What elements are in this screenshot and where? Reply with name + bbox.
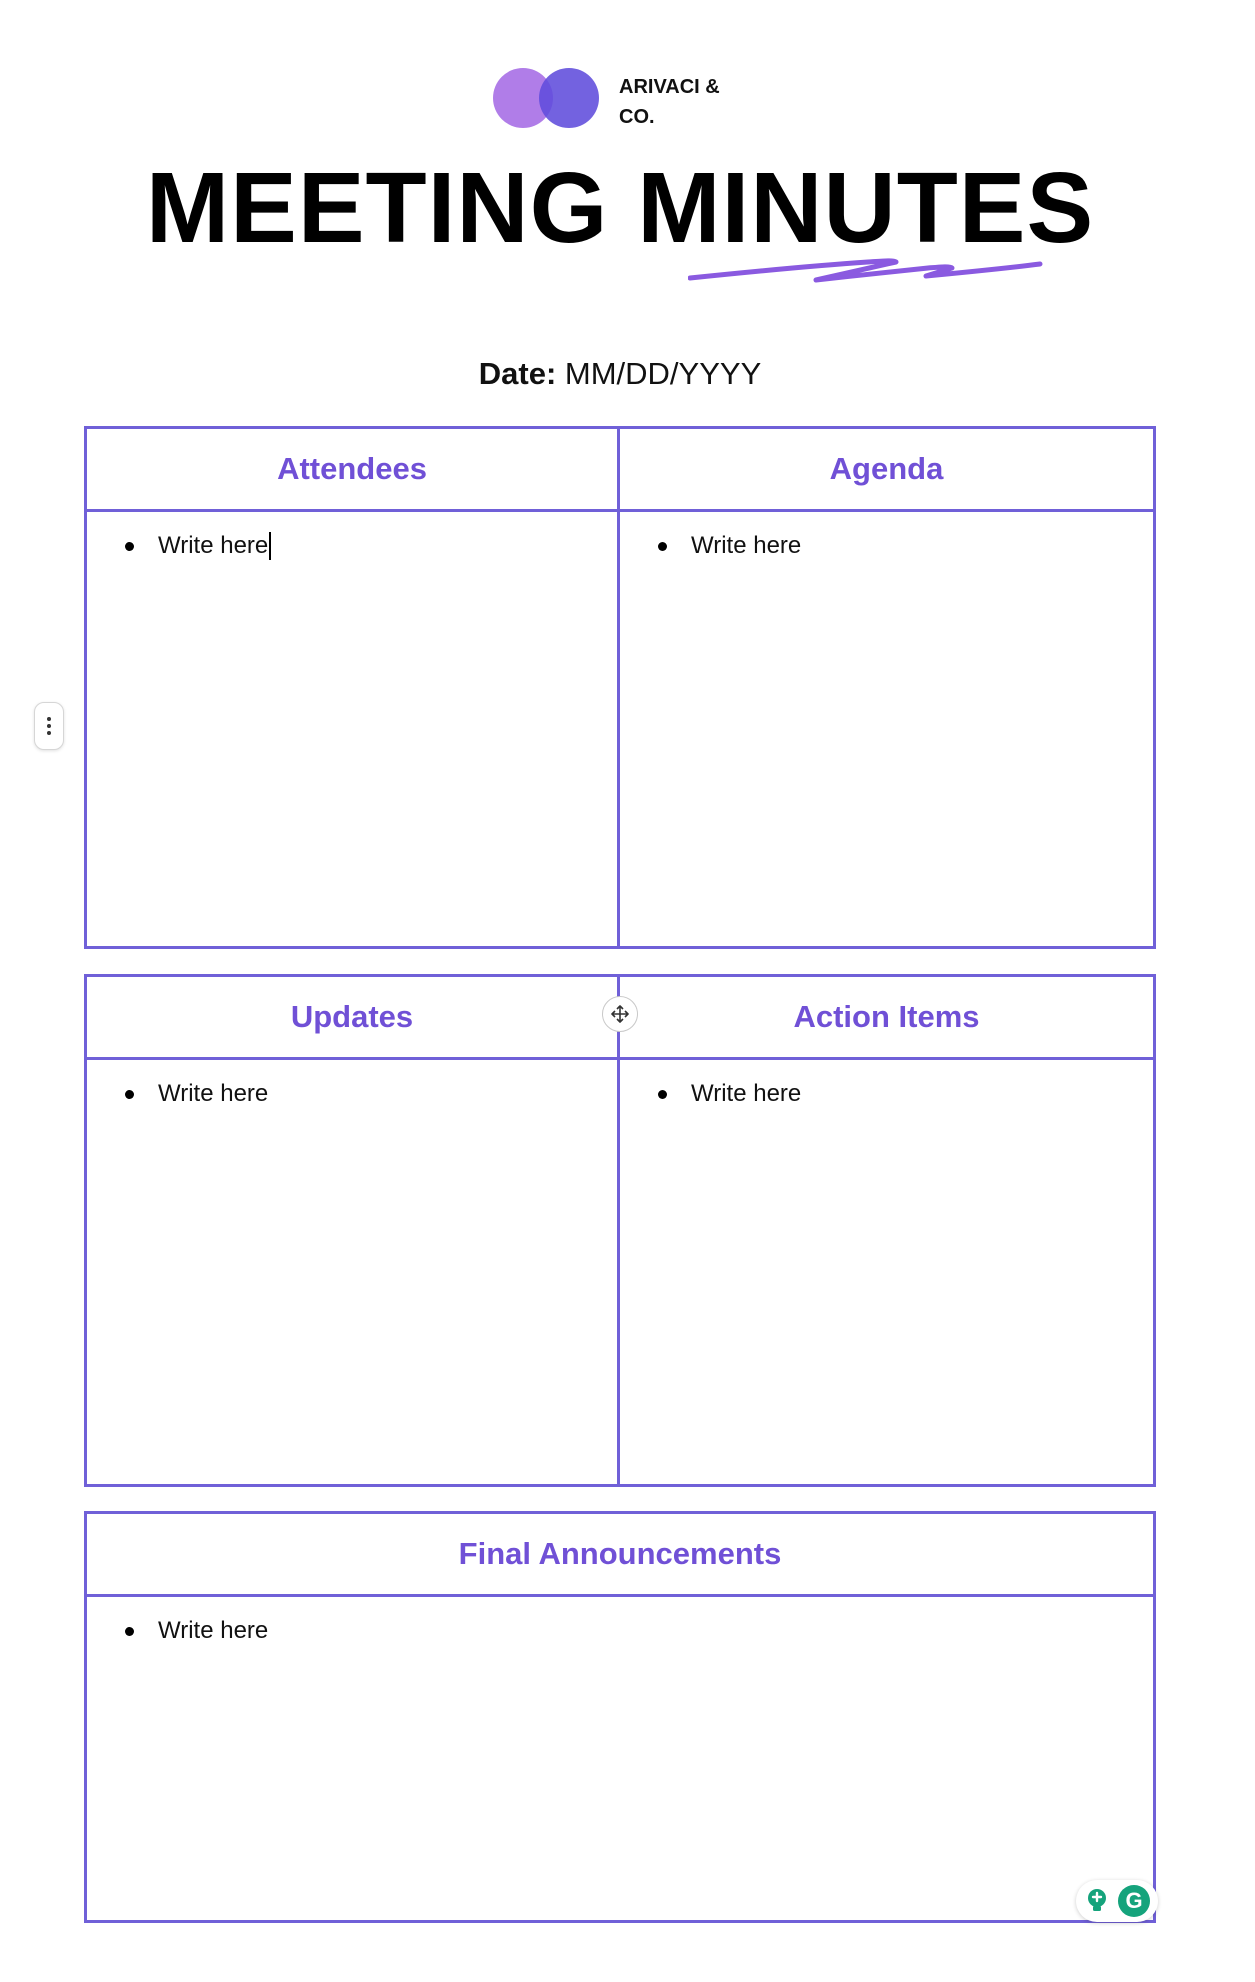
list-item[interactable] [125,1617,1153,1645]
meeting-date[interactable] [0,356,1240,392]
list-item[interactable] [658,532,1153,560]
grammarly-widget[interactable] [1076,1880,1158,1922]
action-items-item-text: Write here [691,1080,802,1107]
action-items-heading[interactable]: Action Items [620,977,1153,1060]
vertical-dots-icon [46,716,52,736]
final-announcements-item-text: Write here [158,1617,269,1644]
final-announcements-cell[interactable] [87,1597,1153,1920]
list-item[interactable] [658,1080,1153,1108]
text-cursor [269,532,271,560]
updates-item-text: Write here [158,1080,269,1107]
grammarly-g-icon[interactable]: G [1118,1885,1150,1917]
attendees-cell[interactable] [87,512,620,946]
bullet-dot [658,542,667,551]
title-word-1: MEETING [145,152,609,264]
bullet-dot [125,1090,134,1099]
brand-logo [493,68,603,130]
agenda-cell[interactable] [620,512,1153,946]
date-label: Date: [478,356,557,391]
brand-name-line1: ARIVACI & [619,76,720,98]
brand-name [619,72,749,132]
attendees-heading[interactable]: Attendees [87,429,620,512]
updates-heading[interactable]: Updates [87,977,620,1060]
attendees-item-text: Write here [158,532,269,559]
table-attendees-agenda[interactable] [84,426,1156,949]
table-move-handle[interactable] [602,996,638,1032]
action-items-cell[interactable] [620,1060,1153,1484]
table-final-announcements[interactable] [84,1511,1156,1923]
logo-circle-right [539,68,599,128]
list-item[interactable] [125,1080,617,1108]
brand-name-line2: CO. [619,106,655,128]
date-value: MM/DD/YYYY [564,356,762,391]
agenda-heading[interactable]: Agenda [620,429,1153,512]
block-options-handle[interactable] [34,702,64,750]
agenda-item-text: Write here [691,532,802,559]
page-title[interactable] [0,148,1240,268]
bullet-dot [125,1627,134,1636]
move-arrows-icon [610,1004,630,1024]
title-word-2: MINUTES [637,152,1095,264]
final-announcements-heading[interactable]: Final Announcements [87,1514,1153,1597]
bullet-dot [125,542,134,551]
updates-cell[interactable] [87,1060,620,1484]
bullet-dot [658,1090,667,1099]
squiggle-underline-decoration [688,250,1043,284]
lightbulb-icon[interactable] [1084,1888,1110,1914]
table-updates-actions[interactable] [84,974,1156,1487]
list-item[interactable] [125,532,617,560]
